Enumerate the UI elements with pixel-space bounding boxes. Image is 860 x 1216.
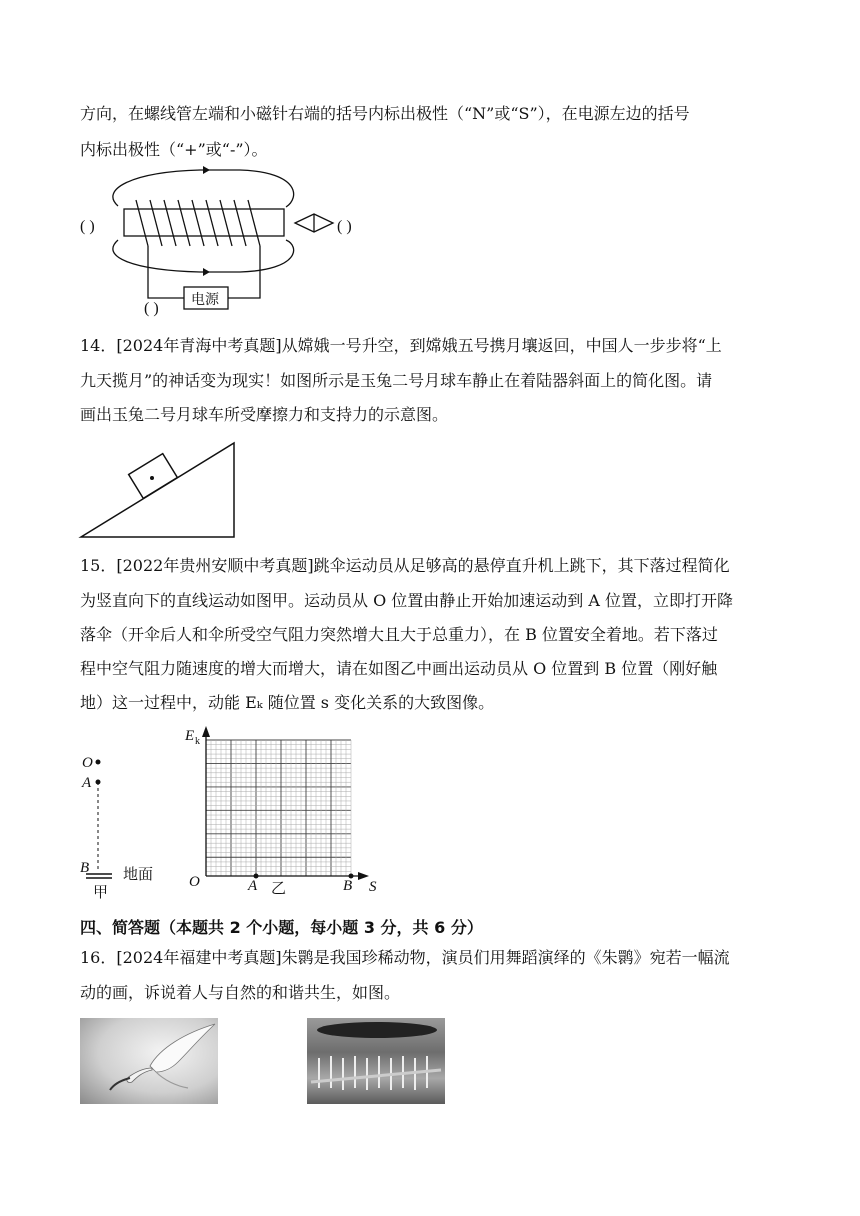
q16-text-line1: 16．[2024年福建中考真题]朱鹮是我国珍稀动物，演员们用舞蹈演绎的《朱鹮》宛若一幅流 xyxy=(80,948,730,967)
fig-yi-caption: 乙 xyxy=(271,879,287,897)
dance-photo xyxy=(307,1018,445,1104)
q15-text-line4: 程中空气阻力随速度的增大而增大，请在如图乙中画出运动员从 O 位置到 B 位置（刚好触 xyxy=(80,659,718,678)
y-axis-subscript: k xyxy=(195,736,200,747)
fig-jia-caption: 甲 xyxy=(93,883,109,901)
y-axis-label: E xyxy=(185,728,195,744)
y-axis-arrow xyxy=(202,726,210,737)
q14-text-line3: 画出玉兔二号月球车所受摩擦力和支持力的示意图。 xyxy=(80,405,449,424)
label-O: O xyxy=(82,755,93,771)
solenoid-figure xyxy=(113,166,333,309)
power-supply-label: 电源 xyxy=(191,292,219,308)
rover-block xyxy=(129,454,178,499)
q16-text-line2: 动的画，诉说着人与自然的和谐共生，如图。 xyxy=(80,983,401,1002)
q13-text-line1: 方向，在螺线管左端和小磁针右端的括号内标出极性（“N”或“S”），在电源左边的括号 xyxy=(80,104,690,123)
ground-label: 地面 xyxy=(123,865,154,883)
wire-left xyxy=(148,246,184,298)
section-heading: 四、简答题（本题共 2 个小题，每小题 3 分，共 6 分） xyxy=(80,918,483,937)
label-B: B xyxy=(80,860,90,876)
q14-text-line2: 九天揽月”的神话变为现实！如图所示是玉兔二号月球车静止在着陆器斜面上的简化图。请 xyxy=(80,371,713,390)
x-axis-arrow xyxy=(358,872,369,880)
q15-text-line1: 15．[2022年贵州安顺中考真题]跳伞运动员从足够高的悬停直升机上跳下，其下落过程简化 xyxy=(80,556,730,575)
ibis-bird-icon xyxy=(80,1018,218,1104)
q15-text-line3: 落伞（开伞后人和伞所受空气阻力突然增大且大于总重力），在 B 位置安全着地。若下落过 xyxy=(80,625,718,644)
origin-label: O xyxy=(189,874,200,890)
rover-center-dot xyxy=(150,476,154,480)
point-O xyxy=(96,760,101,765)
left-pole-bracket: ( ) xyxy=(80,218,95,235)
dancers-icon xyxy=(307,1018,445,1104)
label-A: A xyxy=(82,775,92,791)
solenoid-core xyxy=(124,209,284,236)
ek-grid xyxy=(206,740,351,876)
power-pole-bracket: ( ) xyxy=(144,300,159,317)
field-arrow-bottom xyxy=(203,268,210,276)
q15-text-line2: 为竖直向下的直线运动如图甲。运动员从 O 位置由静止开始加速运动到 A 位置，立即打开降 xyxy=(80,591,734,610)
x-axis-label: S xyxy=(369,879,377,895)
incline-figure xyxy=(81,443,234,537)
ibis-photo xyxy=(80,1018,218,1104)
q13-text-line2: 内标出极性（“+”或“-”）。 xyxy=(80,140,268,159)
q14-text-line1: 14．[2024年青海中考真题]从嫦娥一号升空，到嫦娥五号携月壤返回，中国人一步步将“上 xyxy=(80,336,722,355)
q15-text-line5: 地）这一过程中，动能 Eₖ 随位置 s 变化关系的大致图像。 xyxy=(80,693,495,712)
field-line-top xyxy=(113,170,294,207)
x-label-A: A xyxy=(248,878,258,894)
compass-pole-bracket: ( ) xyxy=(337,218,352,235)
field-arrow-top xyxy=(203,166,210,174)
x-label-B: B xyxy=(343,878,353,894)
